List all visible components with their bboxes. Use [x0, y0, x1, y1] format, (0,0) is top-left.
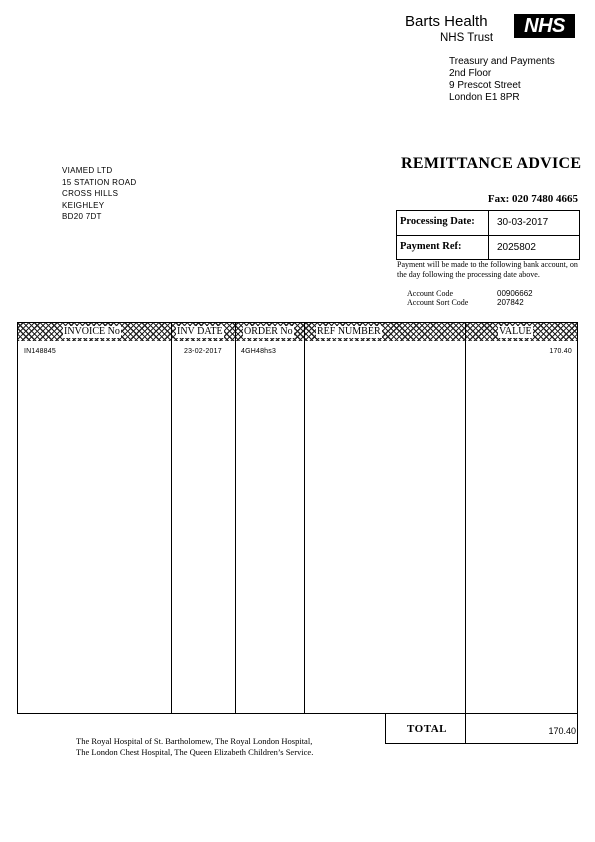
- cell-value: 170.40: [549, 348, 572, 355]
- supplier-line: CROSS HILLS: [62, 189, 119, 198]
- processing-date-row: [397, 211, 579, 236]
- address-line: London E1 8PR: [449, 92, 520, 103]
- document-title: REMITTANCE ADVICE: [401, 155, 582, 172]
- column-header-invoice-no: INVOICE No: [64, 326, 120, 337]
- account-code-value: 00906662: [497, 289, 533, 298]
- nhs-logo: NHS: [514, 14, 575, 38]
- total-divider: [465, 714, 466, 744]
- supplier-line: 15 STATION ROAD: [62, 177, 137, 187]
- account-sort-code-value: 207842: [497, 298, 524, 307]
- column-header-ref-number: REF NUMBER: [317, 326, 381, 337]
- footer-hospitals: [76, 736, 313, 758]
- organisation-address: [449, 56, 555, 104]
- supplier-line: VIAMED LTD: [62, 166, 113, 175]
- column-divider: [171, 323, 172, 714]
- organisation-subtitle: NHS Trust: [440, 32, 494, 44]
- cell-invoice-no: IN148845: [24, 348, 56, 355]
- total-label: TOTAL: [407, 723, 447, 735]
- payment-ref-value: 2025802: [497, 242, 536, 253]
- address-line: 2nd Floor: [449, 68, 492, 79]
- column-divider: [465, 323, 466, 714]
- organisation-name: Barts Health: [405, 13, 488, 30]
- processing-date-value: 30-03-2017: [497, 217, 549, 228]
- footer-line: The Royal Hospital of St. Bartholomew, The Royal London Hospital,: [76, 736, 313, 746]
- remittance-table: [17, 322, 578, 714]
- column-header-value: VALUE: [499, 326, 532, 337]
- supplier-line: BD20 7DT: [62, 212, 102, 221]
- cell-order-no: 4GH48hs3: [241, 348, 277, 355]
- total-value: 170.40: [548, 726, 576, 736]
- fax-number: Fax: 020 7480 4665: [487, 193, 578, 205]
- column-header-inv-date: INV DATE: [177, 326, 223, 337]
- footer-line: The London Chest Hospital, The Queen Elizabeth Children’s Service.: [76, 747, 314, 757]
- address-line: Treasury and Payments: [449, 56, 555, 67]
- account-sort-code-label: Account Sort Code: [407, 298, 469, 307]
- address-line: 9 Prescot Street: [449, 80, 521, 91]
- processing-date-label: Processing Date:: [400, 216, 475, 227]
- account-code-label: Account Code: [407, 289, 453, 298]
- column-header-order-no: ORDER No: [244, 326, 293, 337]
- column-divider: [235, 323, 236, 714]
- processing-box: [396, 210, 580, 260]
- cell-inv-date: 23-02-2017: [184, 348, 222, 355]
- column-divider: [304, 323, 305, 714]
- supplier-line: KEIGHLEY: [62, 200, 105, 210]
- payment-note: Payment will be made to the following bank account, on the day following the processing date above.: [397, 260, 578, 279]
- supplier-address: [62, 165, 136, 223]
- payment-ref-row: [397, 236, 579, 260]
- payment-ref-label: Payment Ref:: [400, 241, 462, 252]
